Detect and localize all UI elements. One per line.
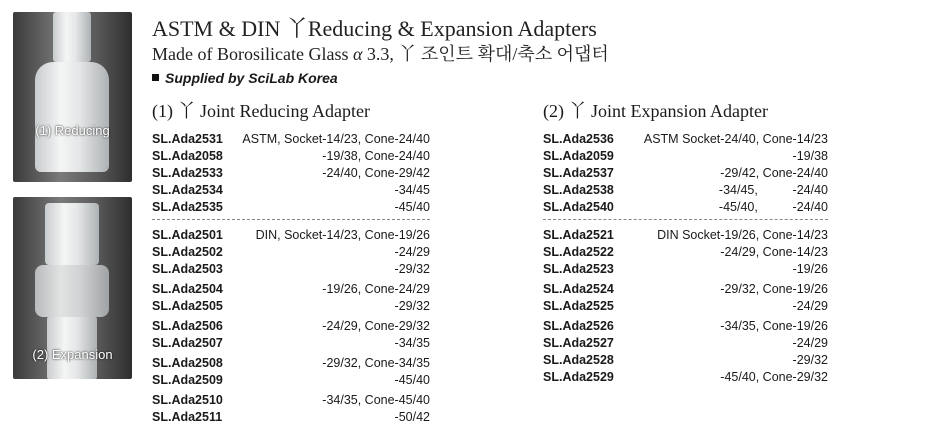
catalog-code: SL.Ada2522 xyxy=(543,245,614,259)
joint-spec: -34/45, -24/40 xyxy=(718,183,828,197)
dashed-divider xyxy=(543,219,828,220)
catalog-code: SL.Ada2058 xyxy=(152,149,223,163)
catalog-code: SL.Ada2504 xyxy=(152,282,223,296)
catalog-code: SL.Ada2521 xyxy=(543,228,614,242)
catalog-code: SL.Ada2511 xyxy=(152,410,223,424)
supplier-note: Supplied by SciLab Korea xyxy=(152,70,338,86)
catalog-code: SL.Ada2508 xyxy=(152,356,223,370)
catalog-code: SL.Ada2502 xyxy=(152,245,223,259)
catalog-code: SL.Ada2510 xyxy=(152,393,223,407)
expansion-astm-row xyxy=(543,199,828,216)
reducing-din-row xyxy=(152,392,430,409)
joint-spec: -45/40 xyxy=(394,373,430,387)
catalog-code: SL.Ada2506 xyxy=(152,319,223,333)
reducing-astm-row xyxy=(152,131,430,148)
reducing-astm-row xyxy=(152,182,430,199)
square-bullet-icon xyxy=(152,74,159,81)
expansion-adapter-photo xyxy=(13,197,132,379)
joint-spec: -19/26 xyxy=(792,262,828,276)
joint-spec: -34/35, Cone-19/26 xyxy=(720,319,828,333)
reducing-din-row xyxy=(152,318,430,335)
reducing-adapter-photo xyxy=(13,12,132,182)
joint-spec: DIN, Socket-14/23, Cone-19/26 xyxy=(255,228,430,242)
expansion-din-row xyxy=(543,335,828,352)
catalog-code: SL.Ada2523 xyxy=(543,262,614,276)
catalog-code: SL.Ada2505 xyxy=(152,299,223,313)
catalog-code: SL.Ada2537 xyxy=(543,166,614,180)
reducing-din-row xyxy=(152,244,430,261)
catalog-code: SL.Ada2534 xyxy=(152,183,223,197)
joint-spec: -34/35, Cone-45/40 xyxy=(322,393,430,407)
joint-spec: ASTM, Socket-14/23, Cone-24/40 xyxy=(242,132,430,146)
reducing-din-row xyxy=(152,227,430,244)
catalog-code: SL.Ada2528 xyxy=(543,353,614,367)
joint-spec: -29/32 xyxy=(394,262,430,276)
joint-spec: -24/40, Cone-29/42 xyxy=(322,166,430,180)
joint-spec: -29/32 xyxy=(394,299,430,313)
photo-label-expansion: (2) Expansion xyxy=(32,347,113,362)
reducing-section-title: (1) 丫 Joint Reducing Adapter xyxy=(152,101,370,121)
expansion-astm-row xyxy=(543,182,828,199)
expansion-din-row xyxy=(543,244,828,261)
reducing-din-row xyxy=(152,281,430,298)
reducing-astm-row xyxy=(152,199,430,216)
expansion-section-title: (2) 丫 Joint Expansion Adapter xyxy=(543,101,768,121)
joint-spec: -19/38, Cone-24/40 xyxy=(322,149,430,163)
expansion-table xyxy=(543,131,828,386)
catalog-code: SL.Ada2501 xyxy=(152,228,223,242)
joint-spec: -29/42, Cone-24/40 xyxy=(720,166,828,180)
catalog-code: SL.Ada2526 xyxy=(543,319,614,333)
page-subtitle: Made of Borosilicate Glass α 3.3, 丫 조인트 확대/축소 어댑터 xyxy=(152,44,609,64)
expansion-astm-row xyxy=(543,165,828,182)
joint-spec: -29/32, Cone-19/26 xyxy=(720,282,828,296)
joint-spec: ASTM Socket-24/40, Cone-14/23 xyxy=(643,132,828,146)
catalog-code: SL.Ada2531 xyxy=(152,132,223,146)
expansion-din-row xyxy=(543,227,828,244)
catalog-code: SL.Ada2524 xyxy=(543,282,614,296)
page-title: ASTM & DIN 丫Reducing & Expansion Adapters xyxy=(152,16,597,41)
joint-spec: -45/40, -24/40 xyxy=(718,200,828,214)
joint-spec: -29/32 xyxy=(792,353,828,367)
expansion-din-row xyxy=(543,352,828,369)
joint-spec: -45/40, Cone-29/32 xyxy=(720,370,828,384)
reducing-din-row xyxy=(152,298,430,315)
joint-spec: -24/29, Cone-14/23 xyxy=(720,245,828,259)
catalog-code: SL.Ada2503 xyxy=(152,262,223,276)
catalog-code: SL.Ada2538 xyxy=(543,183,614,197)
reducing-table xyxy=(152,131,430,426)
catalog-code: SL.Ada2529 xyxy=(543,370,614,384)
expansion-din-row xyxy=(543,261,828,278)
reducing-astm-row xyxy=(152,148,430,165)
reducing-din-row xyxy=(152,372,430,389)
catalog-code: SL.Ada2533 xyxy=(152,166,223,180)
joint-spec: -45/40 xyxy=(394,200,430,214)
reducing-din-row xyxy=(152,409,430,426)
expansion-din-row xyxy=(543,281,828,298)
catalog-code: SL.Ada2535 xyxy=(152,200,223,214)
expansion-din-row xyxy=(543,318,828,335)
joint-spec: -19/26, Cone-24/29 xyxy=(322,282,430,296)
joint-spec: -50/42 xyxy=(394,410,430,424)
joint-spec: -24/29 xyxy=(792,336,828,350)
expansion-din-row xyxy=(543,298,828,315)
catalog-code: SL.Ada2527 xyxy=(543,336,614,350)
reducing-din-row xyxy=(152,355,430,372)
reducing-din-row xyxy=(152,335,430,352)
photo-label-reducing: (1) Reducing xyxy=(35,123,110,138)
joint-spec: -34/35 xyxy=(394,336,430,350)
joint-spec: -24/29 xyxy=(792,299,828,313)
joint-spec: -34/45 xyxy=(394,183,430,197)
joint-spec: -24/29, Cone-29/32 xyxy=(322,319,430,333)
catalog-code: SL.Ada2536 xyxy=(543,132,614,146)
catalog-code: SL.Ada2059 xyxy=(543,149,614,163)
reducing-din-row xyxy=(152,261,430,278)
expansion-astm-row xyxy=(543,148,828,165)
expansion-din-row xyxy=(543,369,828,386)
dashed-divider xyxy=(152,219,430,220)
catalog-code: SL.Ada2525 xyxy=(543,299,614,313)
joint-spec: DIN Socket-19/26, Cone-14/23 xyxy=(657,228,828,242)
joint-spec: -24/29 xyxy=(394,245,430,259)
catalog-code: SL.Ada2540 xyxy=(543,200,614,214)
catalog-code: SL.Ada2507 xyxy=(152,336,223,350)
joint-spec: -19/38 xyxy=(792,149,828,163)
joint-spec: -29/32, Cone-34/35 xyxy=(322,356,430,370)
reducing-astm-row xyxy=(152,165,430,182)
expansion-astm-row xyxy=(543,131,828,148)
catalog-code: SL.Ada2509 xyxy=(152,373,223,387)
